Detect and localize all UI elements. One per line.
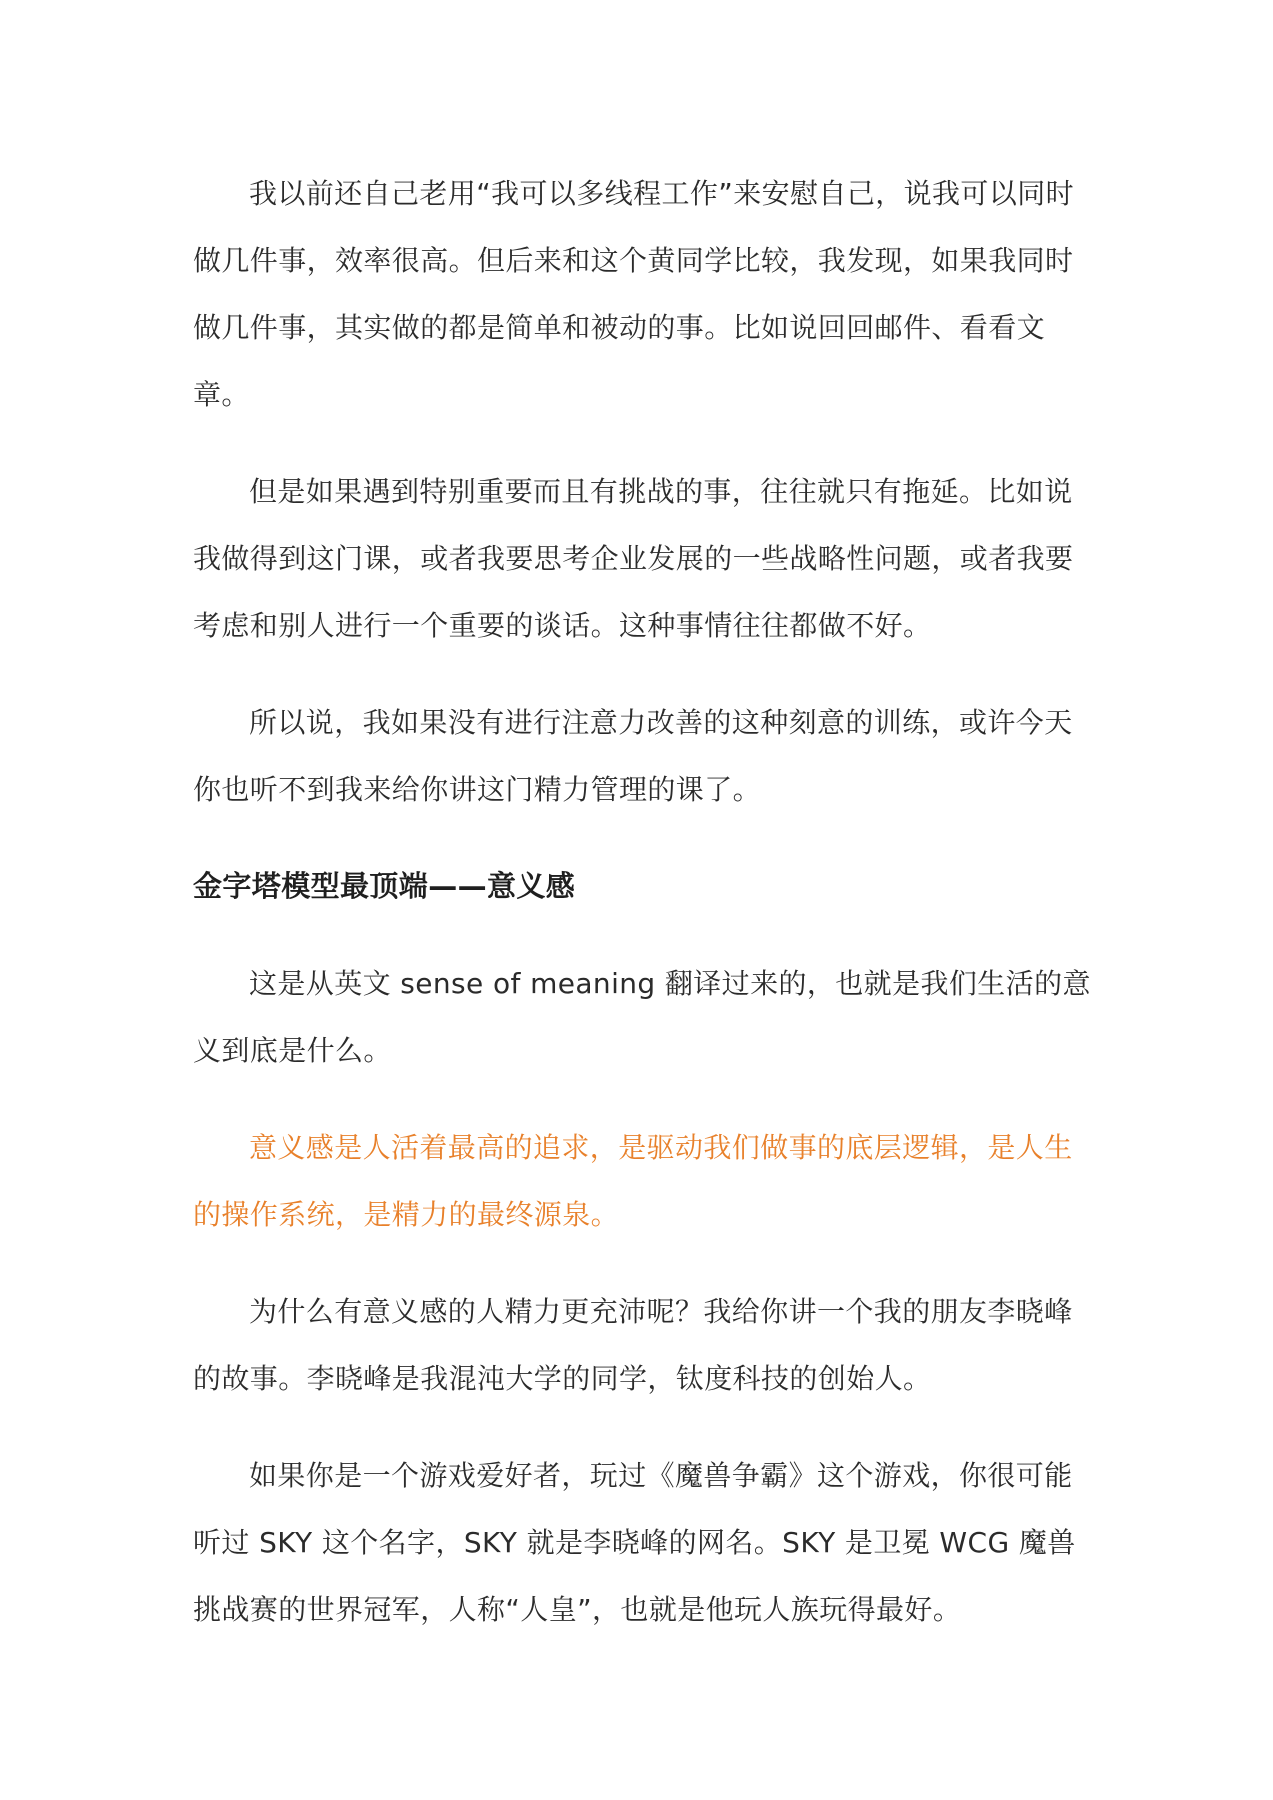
paragraph-procrastination: 但是如果遇到特别重要而且有挑战的事，往往就只有拖延。比如说我做得到这门课，或者我要思考企业发展的一些战略性问题，或者我要考虑和别人进行一个重要的谈话。这种事情往往都做不好。 (193, 475, 1074, 642)
paragraph-friend-story: 为什么有意义感的人精力更充沛呢？我给你讲一个我的朋友李晓峰的故事。李晓峰是我混沌大学的同学，钛度科技的创始人。 (193, 1295, 1073, 1395)
paragraph-gap (193, 659, 1093, 689)
paragraph-multithreading: 我以前还自己老用“我可以多线程工作”来安慰自己，说我可以同时做几件事，效率很高。但后来和这个黄同学比较，我发现，如果我同时做几件事，其实做的都是简单和被动的事。比如说回回邮件、看看文章。 (193, 177, 1075, 411)
paragraph-gap (193, 823, 1093, 853)
paragraph-gap (193, 428, 1093, 458)
paragraph-sky-gamer: 如果你是一个游戏爱好者，玩过《魔兽争霸》这个游戏，你很可能听过 SKY 这个名字，SKY 就是李晓峰的网名。SKY 是卫冕 WCG 魔兽挑战赛的世界冠军，人称“人皇”，也就是他玩人族玩得最好。 (193, 1459, 1076, 1626)
document-body (193, 160, 1093, 1643)
paragraph-highlighted-definition: 意义感是人活着最高的追求，是驱动我们做事的底层逻辑，是人生的操作系统，是精力的最终源泉。 (193, 1131, 1073, 1231)
paragraph-attention-training: 所以说，我如果没有进行注意力改善的这种刻意的训练，或许今天你也听不到我来给你讲这门精力管理的课了。 (193, 706, 1073, 806)
paragraph-gap (193, 1084, 1093, 1114)
paragraph-gap (193, 920, 1093, 950)
section-heading: 金字塔模型最顶端——意义感 (193, 869, 576, 903)
paragraph-gap (193, 1412, 1093, 1442)
paragraph-sense-of-meaning: 这是从英文 sense of meaning 翻译过来的，也就是我们生活的意义到底是什么。 (193, 967, 1091, 1067)
paragraph-gap (193, 1248, 1093, 1278)
